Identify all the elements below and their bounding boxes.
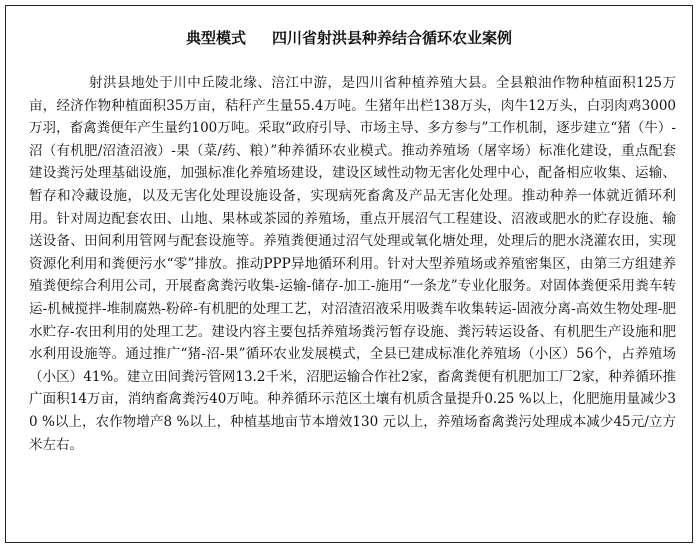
title-text: 四川省射洪县种养结合循环农业案例 — [272, 29, 513, 47]
case-study-box — [5, 5, 693, 543]
title-label: 典型模式 — [185, 29, 246, 47]
case-paragraph: 射洪县地处于川中丘陵北缘、涪江中游，是四川省种植养殖大县。全县粮油作物种植面积125万亩，经济作物种植面积35万亩，秸秆产生量55.4万吨。生猪年出栏138万头，肉牛12万头，白羽肉鸡3000万羽，畜禽粪便年产生量约100万吨。采取“政府引导、市场主导、多方参与”工作机制，逐步建立“猪（牛）-沼（有机肥/沼渣沼液）-果（菜/药、粮）”种养循环农业模式。推动养殖场（屠宰场）标准化建设，重点配套建设粪污处理基础设施，加强标准化养殖场建设，建设区域性动物无害化处理中心，配备相应收集、运输、暂存和冷藏设施，以及无害化处理设施设备，实现病死畜禽及产品无害化处理。推动种养一体就近循环利用。针对周边配套农田、山地、果林或茶园的养殖场，重点开展沼气工程建设、沼液或肥水的贮存设施、输送设备、田间利用管网与配套设施等。养殖粪便通过沼气处理或氧化塘处理，处理后的肥水浇灌农田，实现资源化利用和粪便污水“零”排放。推动PPP异地循环利用。针对大型养殖场或养殖密集区，由第三方组建养殖粪便综合利用公司，开展畜禽粪污收集-运输-储存-加工-施用“一条龙”专业化服务。对固体粪便采用粪车转运-机械搅拌-堆制腐熟-粉碎-有机肥的处理工艺，对沼渣沼液采用吸粪车收集转运-固液分离-高效生物处理-肥水贮存-农田利用的处理工艺。建设内容主要包括养殖场粪污暂存设施、粪污转运设备、有机肥生产设施和肥水利用设施等。通过推广“猪-沼-果”循环农业发展模式，全县已建成标准化养殖场（小区）56个，占养殖场（小区）41%。建立田间粪污管网13.2千米，沼肥运输合作社2家，畜禽粪便有机肥加工厂2家，种养循环推广面积14万亩，消纳畜禽粪污40万吨。种养循环示范区土壤有机质含量提升0.25 %以上，化肥施用量减少30 %以上，农作物增产8 %以上，种植基地亩节本增效130 元以上，养殖场畜禽粪污处理成本减少45元/立方米左右。 — [29, 75, 676, 453]
case-title — [6, 28, 692, 48]
